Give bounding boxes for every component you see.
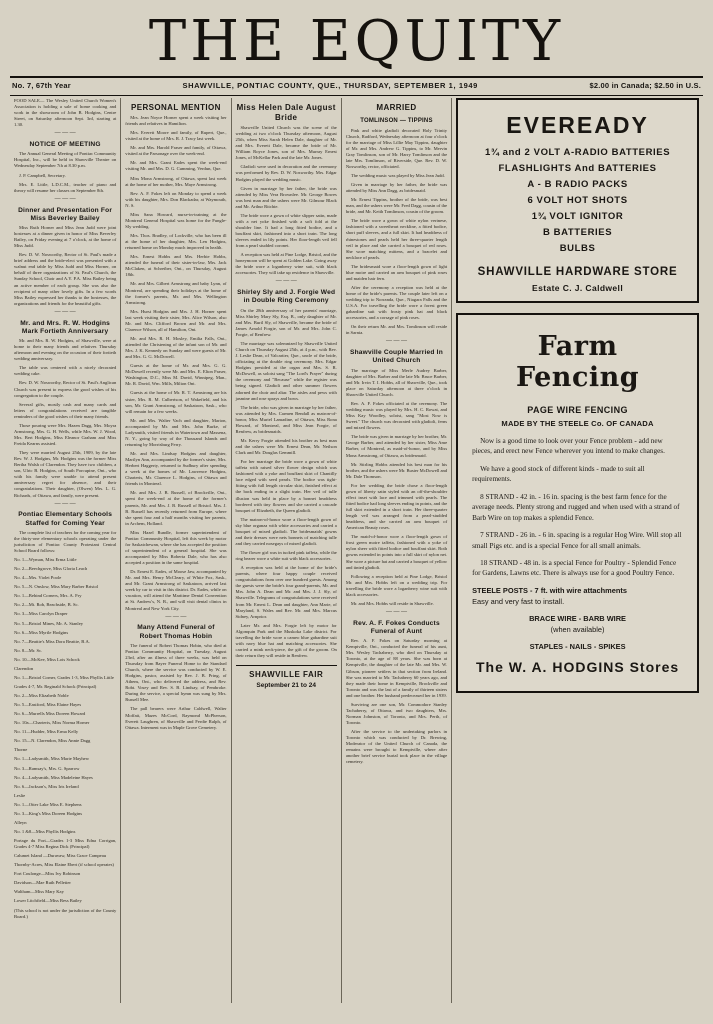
tomlinson-para-4: Mr. Ernest Tippins, brother of the bride, was best man, and the ushers were Mr. Fred Dagg, cousin of the bride, and Mr. Keith Tomlinson, cousin of the groom. (345, 197, 448, 215)
personal-item: Mr. and Mrs. Grant Eades spent the week-end visiting Mr. and Mrs. D. G. Cumming, Verdun, Que. (125, 160, 227, 172)
anniversary-para-2: The table was centered with a nicely decorated wedding cake. (14, 365, 117, 377)
eveready-line: BULBS (559, 243, 596, 254)
school-entry: No. 7—Beattie's Miss Dora Beattie, B.A. (14, 638, 90, 644)
heading-personal-mention: PERSONAL MENTION (130, 103, 221, 112)
subscription-price: $2.00 in Canada; $2.50 in U.S. (589, 81, 701, 90)
divider-dash-7: — — — (385, 338, 407, 345)
subheading-tomlinson-tippins: TOMLINSON — TIPPINS (360, 118, 433, 124)
hardware-store-estate: Estate C. J. Caldwell (532, 283, 624, 293)
dinner-para-2: Rev. D. W. Nosworthy, Rector of St. Paul's made a brief address and the bride-elect was presented with a walnut end table by Miss Judd and Miss Horner, on behalf of three organizations of St. Paul's Church, the Sunday School, Choir and A.Y. P.A. Miss Bailey being an active member of each group. She was also the recipient of many other lovely gifts. In a few words Miss Bailey expressed her thanks to the hostesses, the organizations and friends for the beautiful gifts. (14, 252, 117, 306)
hobin-para-2: The pall bearers were Arthur Caldwell, Walter Moffatt, Mazes McCord, Raymond McPherson, Everett Laughren, of Shawville and Ferdie Ralph, of Ottawa. Interment was in Maple Grove Cemetery. (125, 706, 227, 730)
forgie-para-5: For her marriage the bride wore a gown of white taffeta with raised silver flower design which was fashioned with a yoke and bouffant skirt of Chantilly lace edged with seed pearls. The bodice was tight-fitting with full length circular skirt, finished effect at the back ending in a slight train. Her veil of tulle illusion was held in place by a bonnet headdress bordered with tiny flowers and she carried a cascade bouquet of Elizabeth, the Queen gladioli. (235, 459, 337, 513)
school-entry: Thornby-Acres, Miss Elaine Ebert (if school operates) (14, 862, 114, 868)
fencing-para-1: Now is a good time to look over your Fence problem - add new pieces, and erect new Fence wherever you intend to make changes. (472, 437, 665, 456)
dateline-bar (10, 78, 703, 93)
heading-hobin-funeral: Many Attend Funeral of Robert Thomas Hobin (137, 624, 215, 640)
heading-married: MARRIED (376, 103, 417, 112)
eveready-line: B BATTERIES (542, 227, 613, 238)
school-entry: No. 2—Beechgrove, Miss Gloria Leach (14, 566, 88, 572)
eveready-brand: EVEREADY (506, 112, 649, 138)
anniversary-para-5: Those pouring were Mrs. Hazen Dagg, Mrs. Moyra Armstrong, Mrs. G. H. Wells, while Mrs. W. J. Wood, Mrs. Bert Hodgins, Miss Eleanor Graham and Miss Freida Kearns assisted. (14, 422, 117, 446)
school-entry: No. 3—King's Miss Doreen Hodgins (14, 810, 83, 816)
personal-item: Rev. A. F. Fokes left on Monday to spend a week with his daughter, Mrs. Don Blackadar, at Waymouth, N. S. (125, 190, 227, 208)
barber-para-2: Rev. A. F. Fokes officiated at the ceremony. The wedding music was played by Mrs. H. C. Rowat, and Miss Kay Woodley, soloist, sang "Most Now is Sweet." The church was decorated with gladioli, ferns and mixed flowers. (345, 401, 448, 431)
school-entry: Alleyn (14, 819, 27, 825)
forgie-para-1: On the 28th anniversary of her parents' marriage, Miss Shirley Mary Sly, Esq. B., only daughter of Mr. and Mrs. Buril Sly, of Shawville, became the bride of James Arnold Forgie, son of Mr. and Mrs. John C. Forgie, of Renfrew. (235, 307, 337, 337)
heading-sly-forgie: Shirley Sly and J. Forgie Wed in Double Ring Ceremony (237, 289, 336, 305)
school-entry: Leslie (14, 792, 26, 798)
school-entry: No. 10—McKee, Miss Lois Schock (14, 656, 80, 662)
notice-para-2: J. P. Campbell, Secretary. (19, 172, 66, 178)
barber-para-5: For her wedding the bride chose a floor-length gown of liberty satin styled with an off-the-shoulder effect inset with lace and trimmed with pearls. The fitted bodice had long sleeves ending in points, and the full skirt extended in a short train. Her three-quarter length veil was arranged from a pearl-studded headdress, and she carried an arm bouquet of American Beauty roses. (345, 482, 448, 531)
divider-dash-2: — — — (54, 195, 76, 202)
forgie-para-9: Later Mr. and Mrs. Forgie left by motor for Algonquin Park and the Muskoka Lake district. For travelling the bride wore a cameo blue gabardine suit with navy blue hat and matching accessories. She carried a mink neck-piece, the gift of the groom. On their return they will reside in Renfrew. (235, 622, 337, 659)
school-entry: No. 1 &8—Miss Phyllis Hodgins (14, 828, 76, 834)
hobin-para-1: The funeral of Robert Thomas Hobin, who died at Pontiac Community Hospital, on Tuesday, August 23rd, after an illness of three weeks, was held on Thursday from Bayer Funeral Home to the Standard Church, where the service was conducted by W. E. Hodgins, pastor, assisted by Rev. J. B. Pring, of Athens, Ont., who delivered the address, and Rev. Robt. Vosey and Rev. S. B. Lindsay, of Pembroke. During the service, a special hymn was sung by Mrs. Russell Mee. (125, 642, 227, 703)
fencing-staples: STAPLES - NAILS - SPIKES (529, 641, 626, 651)
forgie-para-7: The flower girl was in tucked pink taffeta, while the ring bearer wore a white suit with black accessories. (235, 550, 337, 562)
dale-para-4: The bride wore a gown of white slipper satin, made with a net yoke finished with a soft fold at the shoulder line. It had a long fitted bodice, and a bouffant skirt, fashioned into a short train. The long sleeves ended in lily points. Her floor-length veil fell from a pearl studded coronet. (235, 212, 337, 249)
personal-item: Guests at the home of Mr. and Mrs. G. G. McDowell recently were Mr. and Mrs. E. Elton Fraser, Washington, D.C., Miss M. David, Winnipeg, Man., Mr. R. David, Wm. Mills, Milton Ont. (125, 363, 227, 387)
barber-para-3: The bride was given in marriage by her brother, Mr. George Barber, and attended by her sister, Miss Ame Barber, of Montreal, as maid-of-honor, and by Miss Mona Armstrong, of Ottawa, as bridesmaid. (345, 434, 448, 458)
barber-para-6: The maid-of-honor wore a floor-length gown of frost green moire taffeta, fashioned with a yoke of nylon sheer with fitted bodice and bouffant skirt. Both gowns extended in points into a full skirt of nylon net. She wore a picture hat and carried a bouquet of yellow and tinted gladioli. (345, 534, 448, 570)
school-entry: No. 1—Behind Corners, Mrs. A. Fry (14, 593, 82, 599)
school-entry: No. 1—Wyman, Miss Erma Little (14, 557, 77, 563)
eveready-line: FLASHLIGHTS And BATTERIES (498, 163, 657, 174)
divider-dash-5: — — — (165, 613, 187, 620)
dale-para-5: A reception was held at Pine Lodge, Bristol, and the honeymoon will be spent at Golden Lake. Going away the bride wore a loganberry wine suit, with black accessories. They will take up residence in Shawville. (235, 252, 337, 276)
forgie-para-6: The matron-of-honor wore a floor-length gown of sky blue organza with white accessories and carried a bouquet of mixed gladioli. The bridesmaids' gowns and their dresses were nets bonnets of matching tulle and they carried nosegays of mixed gladioli. (235, 516, 337, 546)
school-entry: No. 5—Bristol Mines, Mr. A. Stanley (14, 620, 84, 626)
school-entry: No. 4—Ladysmith, Miss Madeleine Hayes (14, 774, 93, 780)
school-entry: No. 1—Bristol Corner, Grades 1-3, Miss Phyllis Little (14, 674, 114, 680)
personal-item: Mrs. Thos. Bradley, of Lockville, who has been ill at the home of her daughter, Mrs. Len Hodgins, returned home on Monday much improved in health. (125, 233, 227, 251)
hodgins-store-name: The W. A. HODGINS Stores (475, 658, 680, 675)
personal-item: Mr. and Mrs. J. B. Russell, of Brockville, Ont., spent the week-end at the home of the former's parents, Mr. and Mrs. J. B. Russell of Bristol. Mrs. J. B. Russell has recently returned from Europe, where she spent four and a half months visiting her parents, in Archem, Holland. (125, 490, 227, 526)
column-3 (231, 98, 341, 1003)
heading-elementary-schools: Pontiac Elementary Schools Staffed for Coming Year (18, 511, 113, 527)
personal-item: Mr. and Mrs. Walter Vach and daughter, Marion, accompanied by Mr. and Mrs. John Burke, of Ladysmith, visited friends in Watertown and Massena, N. Y., going by way of the Thousand Islands and returning by Morrisburg Ferry. (125, 417, 227, 447)
tomlinson-para-6: The bridesmaid wore a floor-length gown of light blue moire and carried an arm bouquet of pink roses and maiden hair fern. (345, 263, 448, 281)
school-entry: Waltham—Miss Mary Kay (14, 889, 64, 895)
tomlinson-para-7: After the ceremony a reception was held at the home of the bride's parents. The couple later left on a wedding trip to Norranda, Que., Niagara Falls and the U.S.A. For travelling the bride wore a forest green gabardine suit with frosty pink hat and black accessories, and a corsage of pink roses. (345, 284, 448, 321)
ad-eveready[interactable] (456, 98, 699, 303)
personal-item: Dr. Ernest E. Eades, of Moose Jaw, accompanied by Mr. and Mrs. Henry McCleary, of White Fox, Sask., and Mr. Grant Armstrong of Saskatoon, arrived last week by car to visit in this district. Dr. Eades, while on vacation, will attend the Maritime Dental Convention at St. Andrew's, N. B., and will visit dental clinics in Montreal and New York City. (125, 569, 227, 611)
school-entry: Grades 4-7, Mr. Reginald Schock (Principal) (14, 683, 97, 689)
fencing-brace-note: (when available) (550, 624, 605, 634)
dinner-para-1: Miss Ruth Horner and Miss Jean Judd were joint hostesses at a dinner given in honor of Miss Beverley Bailey, on Friday evening at 7 o'clock, at the home of Miss Judd. (14, 224, 117, 249)
eveready-line: A - B RADIO PACKS (527, 179, 628, 190)
eveready-line: 1¾ VOLT IGNITOR (531, 211, 624, 222)
column-5-advertisements (451, 98, 703, 1003)
forgie-para-8: A reception was held at the home of the bride's parents, where four happy couple received congratulations from over one hundred guests. Among the guests were the bride's four grand-parents, Mr. and Mrs. John A. Dean and Mr. and Mrs. J. J. Sly, of Shawville. Telegrams of congratulations were received from Mr. Ernest L. Dean and daughter, Ann Marie, of Maryland, S. Wales and Rev. Mr. and Mrs. Marcus Sidney, Arnprior. (235, 565, 337, 619)
column-2 (120, 98, 230, 1003)
barber-para-4: Mr. Stirling Hobbs attended his best man for his brother, and the ushers were Mr. Buster McDowell and Mr. Dale Thomson. (345, 461, 448, 479)
divider-dash-6: — — — (275, 278, 297, 285)
shawville-fair-notice (236, 665, 337, 689)
school-entry: No. 10a—Charteris, Miss Norma Horner (14, 720, 90, 726)
anniversary-para-4: Several gifts, mostly cash and many cards and letters of congratulations received are tangible reminders of the good wishes of their many friends. (14, 401, 117, 419)
fencing-item-18-strand: 18 STRAND - 48 in. is a special Fence for Poultry - Splendid Fence for Gardens, Lawns etc. There is always use for a good Poultry Fence. (472, 558, 677, 578)
tomlinson-para-5: The bride wore a gown of white nylon verinese, fashioned with a sweetheart neckline, a fitted bodice, short puff sleeves, and a full skirt. It had headdress of rhinestones and pearls held her three-quarter length veil in place and she carried a bouquet of red roses. She wore matching mittens, and a bracelet and necklace of pearls. (345, 218, 448, 260)
personal-item: Mr. and Mrs. Gilbert Armstrong and baby Lynn, of Montreal, are spending their holidays at the home of the former's parents, Mr. and Mrs. Wellington Armstrong. (125, 281, 227, 305)
fokes-para-3: After the service to the undertaking parlors in Toronto which was conducted by Dr. Brewing, Moderator of the United Church of Canada, the remains were brought to Kemptville, where after another brief service burial took place in the village cemetery. (345, 729, 448, 765)
personal-item: Mrs. Ernest Hobbs and Mrs. Herbie Hobbs, attended the funeral of their sister-in-law, Mrs. Jack McClaken, at Schreiber, Ont., on Thursday, August 18th. (125, 254, 227, 278)
divider-dash-8: — — — (385, 608, 407, 615)
personal-item: Guests at the home of Mr. R. T. Armstrong are his sister, Mrs. R. M. Culbertson, of Wakefield, and his son, Mr. Grant Armstrong, of Saskatoon, Sask., who will remain for a few weeks. (125, 390, 227, 414)
school-entry: No. 11—Hudder, Miss Erma Kelly (14, 729, 79, 735)
school-entry: No. 3—Ramsay's, Mrs. G. Sparrow (14, 765, 80, 771)
personal-item: Mrs. Hurst Hodgins and Mrs. J. H. Horner spent last week visiting their sister, Mrs. Alice Wilson, also Mr. and Mrs. Clifford Brown and Mr. and Mrs. Clarence Wilson, all of Hamilton, Ont. (125, 308, 227, 332)
anniversary-para-1: Mr. and Mrs. R. W. Hodgins, of Shawville, were at home to their many friends and relatives Thursday afternoon and evening on the occasion of their fortieth wedding anniversary. (14, 338, 117, 362)
fencing-item-7-strand: 7 STRAND - 26 in. - 6 in. spacing is a regular Hog Wire. Will stop all small Pigs etc. and is a special Fence for all small animals. (472, 531, 682, 550)
tomlinson-para-1: Pink and white gladioli decorated Holy Trinity Church, Radford, Wednesday afternoon at four o'clock for the marriage of Miss Lillie May Tippins, daughter of Mr. and Mrs. Andrew G. Tippins, to Mr. Mervin Gray Tomlinson, son of Mr. Harry Tomlinson and the late Mrs. Tomlinson, of Riverside, Que. Rev. D. W. Nosworthy, rector, officiated. (345, 127, 448, 169)
notice-para-3: Mrs. E. Little, L.D.C.M., teacher of piano and theory will resume her classes on September 8th. (14, 181, 117, 193)
school-entry: No. 6—Murrells Miss Doreen Howard (14, 711, 86, 717)
forgie-para-2: The marriage was solemnized by Shawville United Church on Thursday August 25th, at 4 p.m., with Rev. J. Leslie Dean, of Valcartier, Que., uncle of the bride, officiating at the double ring ceremony. Mrs. Edgar Hodgins presided at the organ and Mrs. S. R. McDowell, as soloist sang "The Lord's Prayer" during the ceremony and "Because" while the register was being signed. Gladioli and other summer flowers adorned the choir and altar. The aisles and pews with jasmine and rose sprays and bows. (235, 341, 337, 401)
eveready-line: 1¾ and 2 VOLT A-RADIO BATTERIES (484, 147, 671, 158)
barber-para-7: Following a reception held at Pine Lodge, Bristol Mr. and Mrs. Hobbs left on a wedding trip. For travelling the bride wore a loganberry wine suit with black accessories. (345, 573, 448, 597)
issue-number: No. 7, 67th Year (12, 81, 71, 90)
tomlinson-para-3: Given in marriage by her father, the bride was attended by Miss Ann Dagg, as bridesmaid. (345, 182, 448, 194)
tomlinson-para-8: On their return Mr. and Mrs. Tomlinson will reside in Sarnia. (345, 324, 448, 336)
school-entry: No. 4—Mrs. Violet Poole (14, 575, 62, 581)
school-entry: No. 3—Miss Carolyn Draper (14, 611, 68, 617)
heading-helen-dale: Miss Helen Dale August Bride (236, 103, 336, 122)
school-entry: No. 1—Otter Lake Miss E. Stephens (14, 801, 82, 807)
school-entry: No. 1—Ladysmith, Miss Marie Mayhew (14, 756, 90, 762)
school-entry: No. 6—Jackson's, Miss Iris Ireland (14, 783, 79, 789)
newspaper-title: THE EQUITY (148, 9, 565, 74)
personal-item: Mr. and Mrs. Harold Fraser and family, of Ottawa, visited at the Parsonage over the week-end. (125, 145, 227, 157)
heading-shawville-couple: Shawville Couple Married In United Church (349, 349, 443, 365)
column-1 (10, 98, 120, 1003)
ad-farm-fencing[interactable] (456, 313, 699, 693)
eveready-line: 6 VOLT HOT SHOTS (527, 195, 628, 206)
divider-dash-4: — — — (54, 500, 76, 507)
anniversary-para-3: Rev. D. W. Nosworthy, Rector of St. Paul's Anglican Church was present to express the good wishes of his congregation to the couple. (14, 380, 117, 398)
school-entry: Thorne (14, 747, 28, 753)
personal-item: Mrs. Everett Moore and family, of Rupert, Que., visited at the home of Mrs. R. J. Tracy last week. (125, 130, 227, 142)
fokes-para-1: Rev. A. F. Fokes on Saturday morning at Kemptville, Ont., conducted the funeral of his aunt, Mrs. Wesley Tachaberry, who died on Thursday at Toronto, at the age of 88 years. She was born at Kemptville, the daughter of the late Mr. and Mrs. W. Gibson, pioneer settlers in that section from Ireland. She was married to Mr. Tachaberry 60 years ago, and they made their home in Kemptville, Brockville and Toronto and was the last of a family of thirteen sisters and one brother. Her husband predeceased her in 1939. (345, 638, 448, 698)
school-entry: Clarendon (14, 665, 34, 671)
school-entry: (This school is not under the jurisdiction of the County Board.) (14, 907, 117, 919)
dale-para-1: Shawville United Church was the scene of the wedding at two o'clock Thursday afternoon, August 25th, when Miss Sarah Helen Dale, daughter of Mr. and Mrs. Everett Dale, became the bride of Mr. William Royce Jones, son of Mrs. Murray Ernest Jones, of McKellar Park and the late Mr. Jones. (235, 125, 337, 161)
fencing-title: Farm Fencing (515, 331, 640, 393)
fair-date: September 21 to 24 (256, 682, 316, 690)
notice-para-1: The Annual General Meeting of Pontiac Community Hospital, Inc., will be held in Shawville Theatre on Wednesday September 7th at 8.30 p.m. (14, 151, 117, 169)
personal-item: Mr. and Mrs. R. H. Mosley, Emilia Falls, Ont., attended the Christening of the infant son of Mr. and Mrs. J. K. Kennedy on Sunday and were guests of Mr. and Mrs. G. G. McDowell. (125, 335, 227, 360)
page-columns (10, 98, 703, 1003)
personal-item: Miss Mona Armstrong, of Ottawa, spent last week at the home of her mother, Mrs. Maye Armstrong. (125, 175, 227, 187)
school-entry: No. 15—N. Clarendon, Miss Annie Dagg (14, 738, 91, 744)
column-4 (341, 98, 451, 1003)
school-entry: No. 2—Mt. Rob, Beachside, B. Sc. (14, 602, 79, 608)
school-entry: No. 2—Miss Elizabeth Noble (14, 693, 69, 699)
heading-notice-of-meeting: NOTICE OF MEETING (29, 141, 101, 149)
fencing-para-2: We have a good stock of different kinds - made to suit all requirements. (472, 464, 645, 484)
fencing-posts: STEELE POSTS - 7 ft. with wire attachments (472, 585, 627, 595)
personal-item: Miss Sana Howard, nurse-in-training at the Montreal General Hospital was home for the Fungle-Sly wedding. (125, 211, 227, 229)
personal-item: Miss Hazel Rundle, former superintendent of Pontiac Community Hospital, left this week by motor for Saskatchewan, where she has accepted the position of superintendent of a general hospital. She was accompanied by Miss Roberta Dale, who has also accepted a position in the same hospital. (125, 529, 227, 566)
dale-para-3: Given in marriage by her father, the bride was attended by Miss Vera Brownlee. Mr. George Bowes was best man and the ushers were Mr. Gilmour Black and Mr. Arthur Ritchie. (235, 185, 337, 209)
masthead (10, 8, 703, 74)
forgie-para-4: Mr. Kerry Forgie attended his brother as best man and the ushers were Mr. Ernest Dean, Mr. Neilson Clark and Mr. Douglas Gemmill. (235, 437, 337, 456)
fencing-posts-note: Easy and very fast to install. (472, 596, 565, 606)
fencing-item-8-strand: 8 STRAND - 42 in. - 16 in. spacing is the best farm fence for the average needs. Plenty strong and rugged and when used with a strand of Barb Wire on top makes a splendid Fence. (472, 492, 680, 522)
fencing-brace-wire: BRACE WIRE - BARB WIRE (529, 613, 626, 623)
school-entry: No. 5—Eastford, Miss Elaine Hayes (14, 702, 82, 708)
school-entry: Calumet Island —Duravaw, Miss Grace Campeau (14, 853, 107, 859)
heading-fokes-funeral: Rev. A. F. Fokes Conducts Funeral of Aunt (353, 619, 440, 635)
forgie-para-3: The bride, who was given in marriage by her father, was attended by Mrs. Carmen Bendall as matron-of-honor, Miss Muriel Lamadine, of Ottawa, Miss Rona Howard, of Montreal, and Miss Jean Forgie, of Renfrew, as bridesmaids. (235, 404, 337, 434)
school-entry: Fort Coulonge—Miss Ivy Robinson (14, 871, 81, 877)
heading-fortieth-anniversary: Mr. and Mrs. R. W. Hodgins Mark Fortieth Anniversary (20, 319, 111, 335)
place-and-date: SHAWVILLE, PONTIAC COUNTY, QUE., THURSDAY, SEPTEMBER 1, 1949 (182, 81, 478, 90)
dale-para-2: Gladioli were used in decoration and the ceremony was performed by Rev. D. W. Nosworthy. Mrs. Edgar Hodgins played the wedding music. (235, 164, 337, 182)
tomlinson-para-2: The wedding music was played by Miss Jean Judd. (350, 172, 445, 178)
school-entry: No. 6—Miss Myrtle Hodgins (14, 629, 69, 635)
divider-dash: — — — (54, 130, 76, 137)
divider-dash-3: — — — (54, 308, 76, 315)
school-entry: No. 8—Mr. Sc. (14, 647, 43, 653)
schools-intro: The complete list of teachers for the coming year for the thirty-one elementary schools operating under the jurisdiction of Pontiac County Protestant Central School Board follows: (14, 529, 117, 554)
fair-title: SHAWVILLE FAIR (249, 670, 324, 680)
heading-dinner-presentation: Dinner and Presentation For Miss Beverley Bailey (18, 206, 113, 222)
school-entry: Portage du Fort—Grades 1-3 Miss Edna Corrigan, Grades 4-7 Miss Regina Dick (Principal) (14, 838, 117, 850)
school-entry: No. 5—N. Onslow, Miss Mary Barber Bristol (14, 584, 99, 590)
school-entry: Davidson—Mae Ruth Pelletier (14, 880, 71, 886)
personal-item: Mr. and Mrs. Lindsay Hodgins and daughter, Marilyn Ann, accompanied by the former's sister, Mrs. Herbert Haggerty, returned to Sudbury after spending a week at the homes of Mr. Lawrence Hodgins, Charteris, Mr. Clarence L. Hodgins, of Ottawa and friends in Montreal. (125, 451, 227, 487)
masthead-rule-bottom (10, 95, 703, 96)
fencing-sub2: MADE BY THE STEELE Co. OF CANADA (501, 419, 654, 428)
anniversary-para-6: They were married August 25th, 1909, by the late Rev. W. J. Hodgins, Mr. Hodgins was the former Miss Bertha Walsh of Clarendon. They have two children, a son, Ulric B. Hodgins, of South Porcupine, Ont., who with his family were unable to attend present anniversary regret for absence, and their congratulations. Their daughter, (Olwen) Mrs. L. G. Richards, of Ottawa, and family, were present. (14, 450, 117, 498)
personal-item: Mrs. Jean Noyce Horner spent a week visiting her friends and relatives in Hamilton. (125, 115, 227, 127)
school-entry: Lower Litchfield—Miss Bess Bailey (14, 898, 82, 904)
barber-para-8: Mr. and Mrs. Hobbs will reside in Shawville. (350, 600, 434, 606)
fokes-para-2: Surviving are one son, Mr. Commodore Stanley Tachaberry, of Ottawa, and two daughters, Mrs. Norman Johnston, of Toronto, and Mrs. Perth, of Toronto. (345, 701, 448, 726)
fencing-sub1: PAGE WIRE FENCING (527, 405, 628, 415)
hardware-store-name: SHAWVILLE HARDWARE STORE (477, 266, 678, 278)
barber-para-1: The marriage of Miss Merle Audrey Barber, daughter of Mrs. Barber and the late Mr. Bruce Barber, and Mr. Irvin T. I. Hobbs, all of Shawville, Que., took place on Saturday afternoon at three o'clock in Shawville United Church. (345, 367, 448, 397)
food-sale-item: FOOD SALE— The Wesley United Church Women's Association is holding a sale of home cooking and work in the showroom of John B. Hodgins, Centre Street, on Saturday afternoon Sept. 3rd, starting at 1.30. (14, 98, 117, 128)
